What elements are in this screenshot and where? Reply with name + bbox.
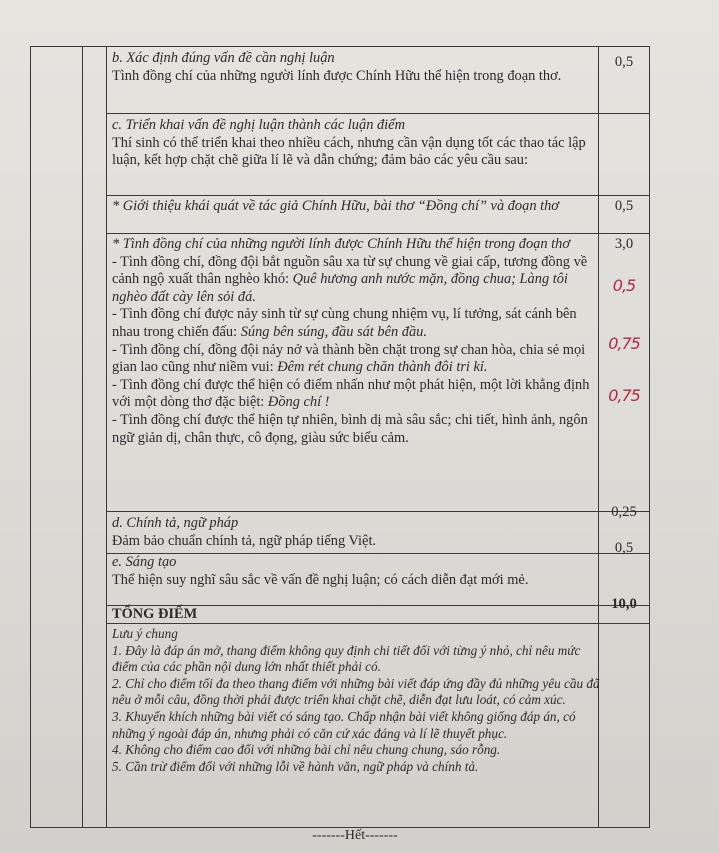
end-marker: -------Hết------- (312, 828, 398, 843)
total-score: 10,0 (611, 596, 637, 612)
row-total (106, 596, 650, 624)
row-c-body: Thí sinh có thể triển khai theo nhiều cách, nhưng cần vận dụng tốt các thao tác lập luận, kết hợp chặt chẽ giữa lí lẽ và dẫn chứng; đảm bảo các yêu cầu sau: (112, 134, 586, 169)
main-point-5: - Tình đồng chí được thể hiện tự nhiên, bình dị mà sâu sắc; chi tiết, hình ảnh, ngôn ngữ giản dị, chân thực, cô đọng, giàu sức biểu cảm. (112, 411, 588, 446)
main-point-3: - Tình đồng chí, đồng đội nảy nở và thành bền chặt trong sự chan hòa, chia sẻ mọi gian lao cũng như niềm vui: Đêm rét chung chăn thành đôi tri kỉ. (112, 341, 586, 376)
column-divider (82, 46, 83, 828)
row-intro-text: * Giới thiệu khái quát về tác giả Chính Hữu, bài thơ “Đồng chí” và đoạn thơ (112, 198, 559, 214)
row-b-head: b. Xác định đúng vấn đề cần nghị luận (112, 50, 335, 66)
row-e-head: e. Sáng tạo (112, 554, 177, 570)
note-3: 3. Khuyến khích những bài viết có sáng tạo. Chấp nhận bài viết không giống đáp án, có những ý ngoài đáp án, nhưng phải có căn cứ xác đáng và lí lẽ thuyết phục. (112, 708, 576, 741)
handwritten-mark: 0,75 (608, 386, 640, 405)
row-b-body: Tình đồng chí của những người lính được Chính Hữu thể hiện trong đoạn thơ. (112, 67, 562, 84)
handwritten-mark: 0,5 (612, 276, 636, 295)
main-point-4: - Tình đồng chí được thể hiện có điểm nhấn như một phát hiện, một lời khẳng định với một dòng thơ đặc biệt: Đồng chí ! (112, 376, 590, 411)
row-d-head: d. Chính tả, ngữ pháp (112, 515, 239, 531)
total-label: TỔNG ĐIỂM (112, 606, 198, 622)
row-main-head: * Tình đồng chí của những người lính được Chính Hữu thể hiện trong đoạn thơ (112, 236, 571, 252)
row-main (106, 234, 650, 512)
note-2: 2. Chỉ cho điểm tối đa theo thang điểm với những bài viết đáp ứng đầy đủ những yêu cầu đã nêu ở mỗi câu, đồng thời phải được triển khai chặt chẽ, diễn đạt lưu loát, có cảm xúc. (112, 675, 600, 708)
row-d (106, 504, 650, 554)
note-5: 5. Cần trừ điểm đối với những lỗi về hành văn, ngữ pháp và chính tả. (112, 758, 479, 774)
handwritten-mark: 0,75 (608, 334, 640, 353)
row-c (106, 114, 650, 196)
row-d-score: 0,25 (611, 504, 637, 520)
row-c-head: c. Triển khai vấn đề nghị luận thành các luận điểm (112, 117, 405, 133)
notes-head: Lưu ý chung (112, 626, 178, 641)
row-main-score: 3,0 (614, 236, 634, 252)
row-b (106, 46, 650, 114)
row-intro-score: 0,5 (614, 198, 634, 214)
note-1: 1. Đây là đáp án mở, thang điểm không quy định chi tiết đối với từng ý nhỏ, chỉ nêu mức điểm của các phần nội dung lớn nhất thiết phải có. (112, 642, 581, 675)
row-notes (106, 624, 650, 828)
row-e-score: 0,5 (614, 540, 634, 556)
note-4: 4. Không cho điểm cao đối với những bài chỉ nêu chung chung, sáo rỗng. (112, 742, 501, 758)
row-intro (106, 196, 650, 234)
row-b-score: 0,5 (614, 54, 634, 70)
row-d-body: Đảm bảo chuẩn chính tả, ngữ pháp tiếng Việt. (112, 532, 377, 549)
main-point-1: - Tình đồng chí, đồng đội bắt nguồn sâu xa từ sự chung về giai cấp, tương đồng về cảnh ngộ xuất thân nghèo khó: Quê hương anh nước mặn, đồng chua; Làng tôi nghèo đất cày lên sỏi đá. (112, 253, 588, 305)
main-point-2: - Tình đồng chí được nảy sinh từ sự cùng chung nhiệm vụ, lí tưởng, sát cánh bên nhau trong chiến đấu: Súng bên súng, đầu sát bên đầu. (112, 306, 577, 340)
row-e-body: Thể hiện suy nghĩ sâu sắc về vấn đề nghị luận; có cách diễn đạt mới mẻ. (112, 571, 529, 588)
